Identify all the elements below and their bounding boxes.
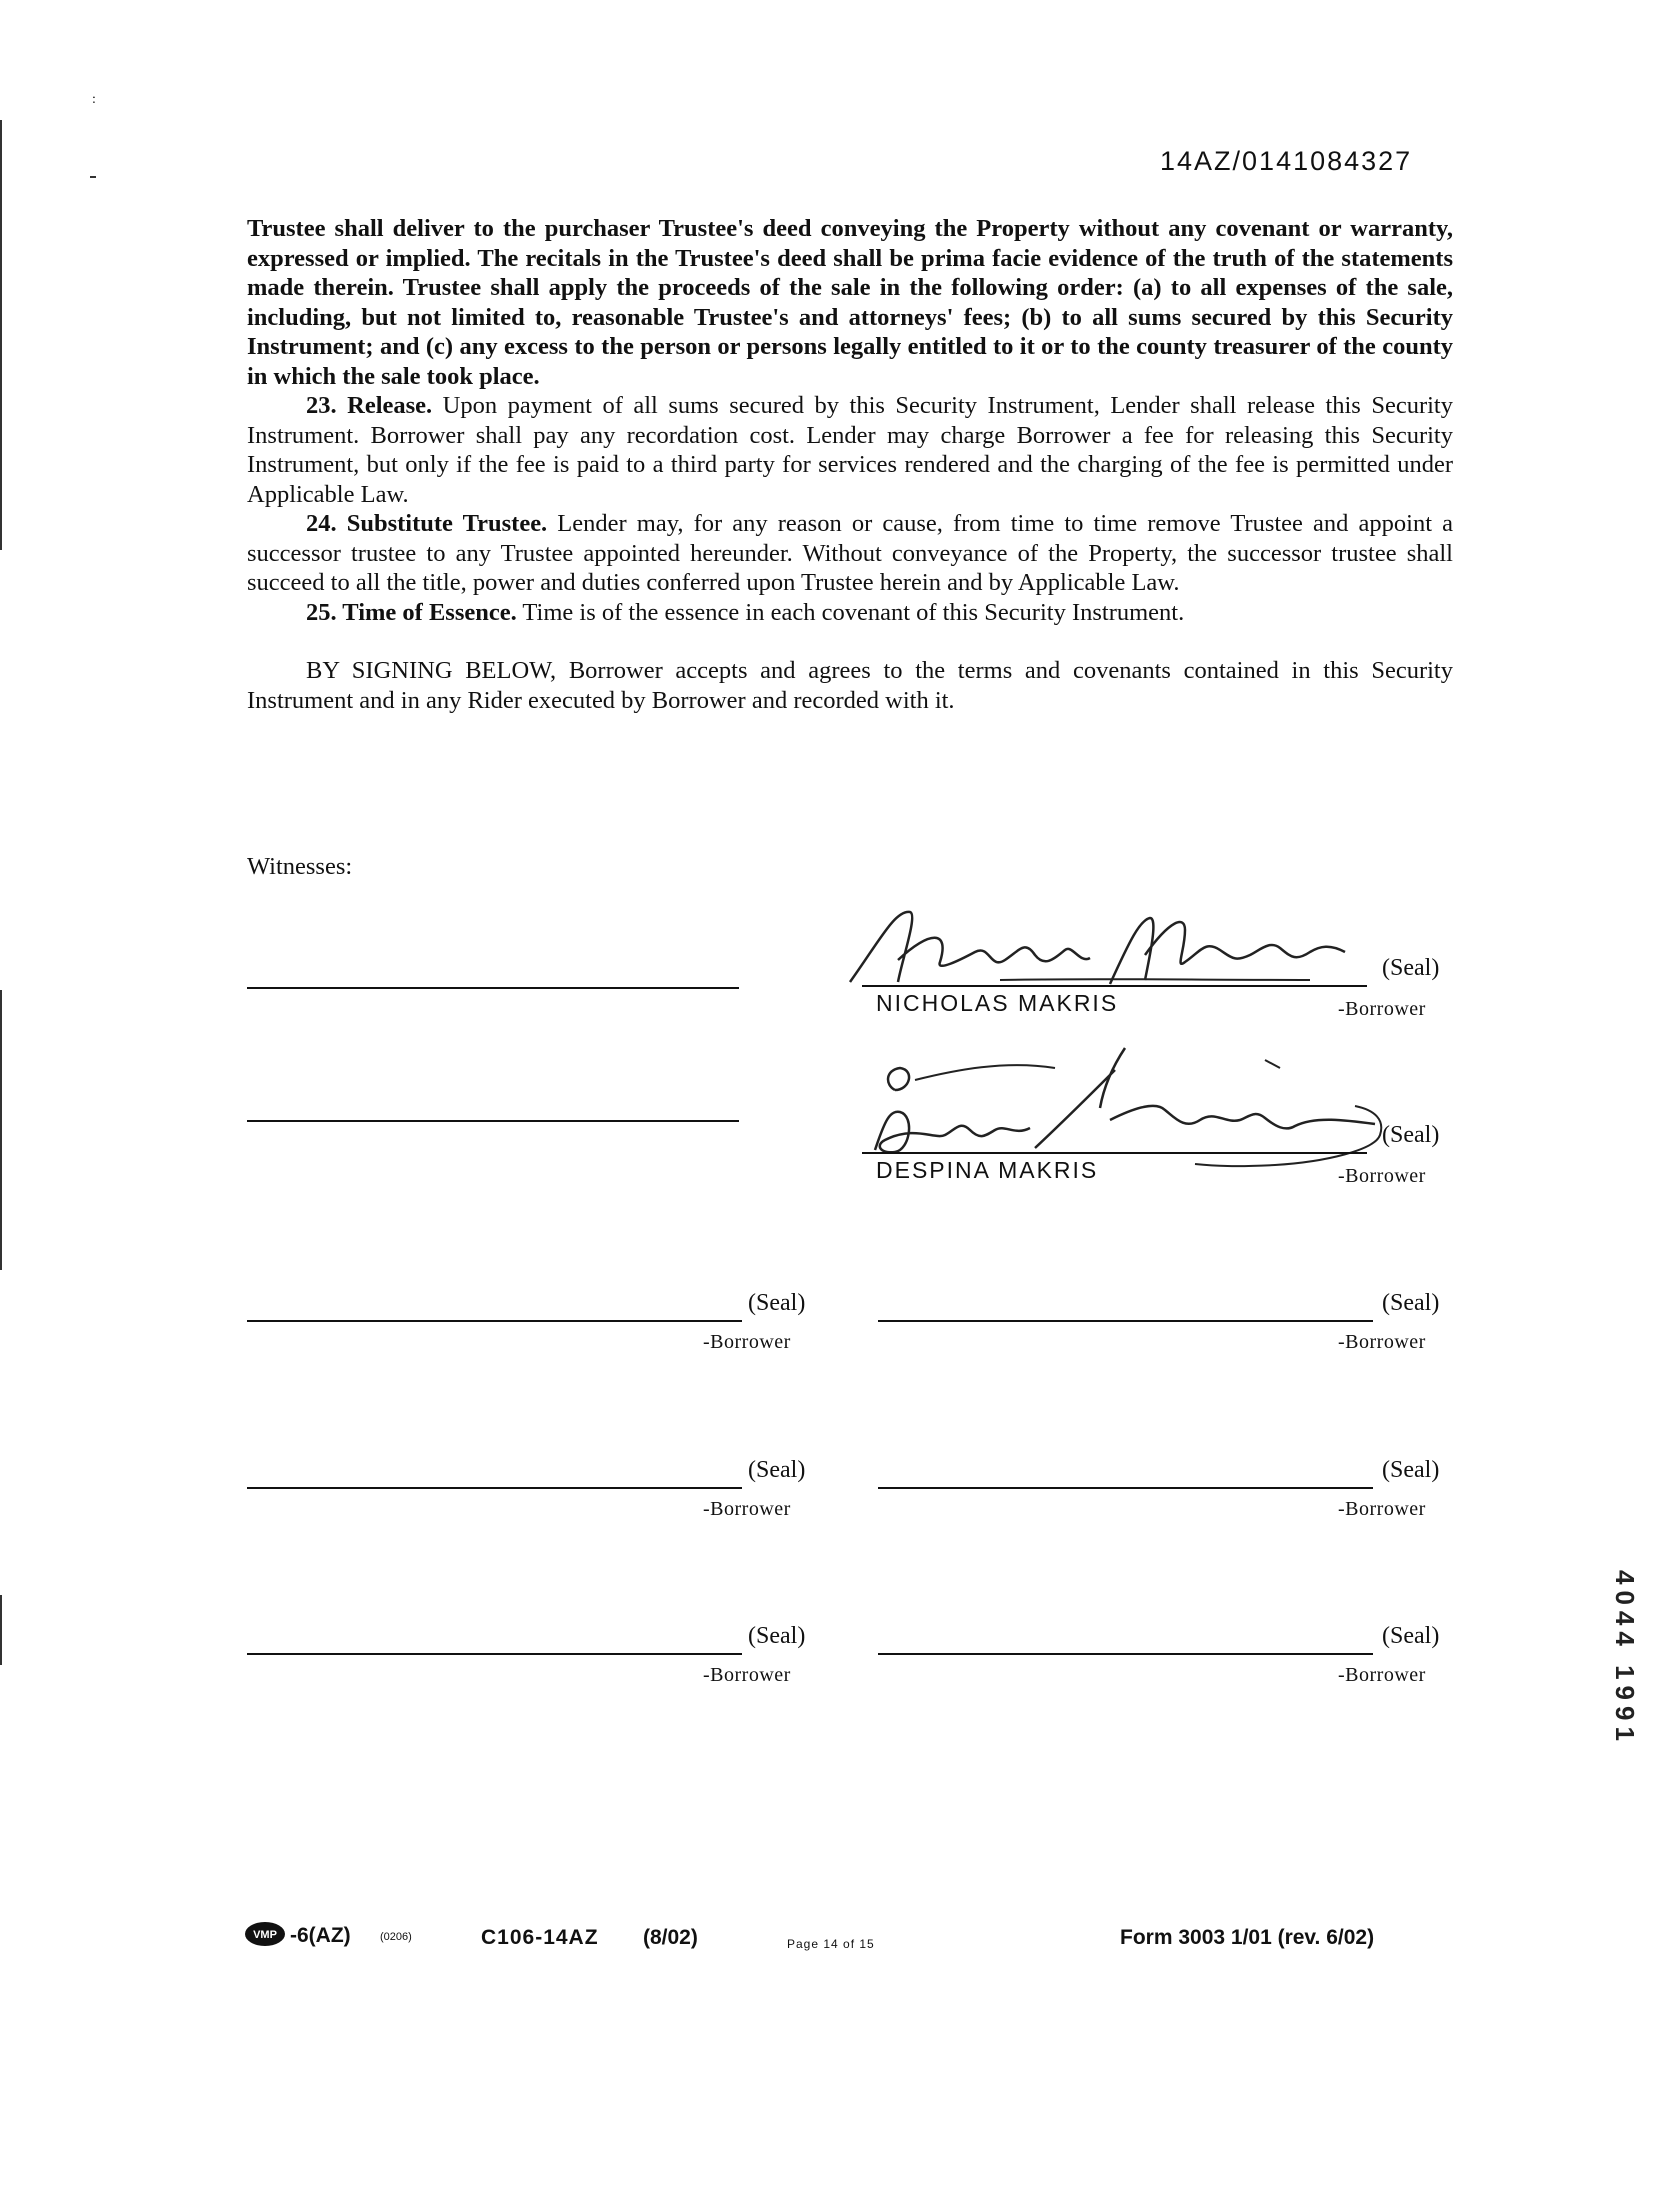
recording-side-number: 4044 1991 xyxy=(1610,1570,1640,1747)
borrower-7-line xyxy=(247,1653,742,1655)
margin-scan-mark-3 xyxy=(0,1595,2,1665)
signing-statement: BY SIGNING BELOW, Borrower accepts and agrees to the terms and covenants contained in this Security Instrument and in any Rider executed by Borrower and recorded with it. xyxy=(247,657,1453,714)
borrower-8-line xyxy=(878,1653,1373,1655)
borrower-6-seal: (Seal) xyxy=(1382,1457,1440,1483)
borrower-2-printed-name: DESPINA MAKRIS xyxy=(876,1157,1099,1183)
borrower-5-seal: (Seal) xyxy=(748,1457,806,1483)
borrower-1-line xyxy=(862,985,1367,987)
section-25-time-of-essence xyxy=(247,598,1453,628)
document-body xyxy=(247,214,1453,715)
section-24-text: Lender may, for any reason or cause, from time to time remove Trustee and appoint a successor trustee to any Trustee appointed hereunder. Without conveyance of the Property, the successor trustee shall succeed to all the title, power and duties conferred upon Trustee herein and by Applicable Law. xyxy=(247,510,1453,596)
section-23-heading: 23. Release. xyxy=(306,392,433,419)
borrower-7-label: -Borrower xyxy=(703,1664,791,1686)
footer-form-code: -6(AZ) xyxy=(290,1924,351,1947)
loan-number: 14AZ/0141084327 xyxy=(1160,146,1413,176)
borrower-1-printed-name: NICHOLAS MAKRIS xyxy=(876,990,1119,1016)
borrower-1-signature xyxy=(840,900,1360,990)
footer-doc-code: C106-14AZ xyxy=(481,1926,599,1949)
footer-form-code-date: (0206) xyxy=(380,1931,412,1943)
borrower-2-line xyxy=(862,1152,1367,1154)
borrower-6-line xyxy=(878,1487,1373,1489)
borrower-3-line xyxy=(247,1320,742,1322)
borrower-2-signature xyxy=(855,1040,1415,1175)
borrower-1-seal: (Seal) xyxy=(1382,955,1440,981)
witness-line-2 xyxy=(247,1120,739,1122)
margin-scan-mark-2 xyxy=(0,990,2,1270)
margin-dot: : xyxy=(92,92,96,107)
section-25-text: Time is of the essence in each covenant of this Security Instrument. xyxy=(516,598,1185,626)
borrower-5-line xyxy=(247,1487,742,1489)
borrower-4-seal: (Seal) xyxy=(1382,1290,1440,1316)
borrower-8-seal: (Seal) xyxy=(1382,1623,1440,1649)
borrower-2-seal: (Seal) xyxy=(1382,1122,1440,1148)
svg-text:VMP: VMP xyxy=(253,1929,277,1941)
section-24-substitute-trustee xyxy=(247,509,1453,598)
section-23-text: Upon payment of all sums secured by this Security Instrument, Lender shall release this Security Instrument. Borrower shall pay any recordation cost. Lender may charge Borrower a fee for releasing this Security Instrument, but only if the fee is paid to a third party for services rendered and the charging of the fee is permitted under Applicable Law. xyxy=(247,392,1453,508)
borrower-3-seal: (Seal) xyxy=(748,1290,806,1316)
borrower-4-label: -Borrower xyxy=(1338,1331,1426,1353)
borrower-8-label: -Borrower xyxy=(1338,1664,1426,1686)
vmp-logo xyxy=(243,1920,287,1948)
section-24-heading: 24. Substitute Trustee. xyxy=(306,510,548,537)
section-25-heading: 25. Time of Essence. xyxy=(306,598,517,626)
borrower-3-label: -Borrower xyxy=(703,1331,791,1353)
footer-page-number: Page 14 of 15 xyxy=(787,1937,875,1951)
trustee-deed-paragraph: Trustee shall deliver to the purchaser Trustee's deed conveying the Property without any covenant or warranty, expressed or implied. The recitals in the Trustee's deed shall be prima facie evidence of the truth of the statements made therein. Trustee shall apply the proceeds of the sale in the following order: (a) to all expenses of the sale, including, but not limited to, reasonable Trustee's and attorneys' fees; (b) to all sums secured by this Security Instrument; and (c) any excess to the person or persons legally entitled to it or to the county treasurer of the county in which the sale took place. xyxy=(247,215,1453,390)
borrower-5-label: -Borrower xyxy=(703,1498,791,1520)
witnesses-label: Witnesses: xyxy=(247,853,353,880)
footer-doc-date: (8/02) xyxy=(643,1926,698,1949)
borrower-1-label: -Borrower xyxy=(1338,998,1426,1020)
borrower-7-seal: (Seal) xyxy=(748,1623,806,1649)
footer-form-number: Form 3003 1/01 (rev. 6/02) xyxy=(1120,1926,1375,1949)
borrower-4-line xyxy=(878,1320,1373,1322)
borrower-2-label: -Borrower xyxy=(1338,1165,1426,1187)
witness-line-1 xyxy=(247,987,739,989)
margin-dash xyxy=(90,176,96,178)
borrower-6-label: -Borrower xyxy=(1338,1498,1426,1520)
margin-scan-mark-1 xyxy=(0,120,2,550)
section-23-release xyxy=(247,391,1453,509)
